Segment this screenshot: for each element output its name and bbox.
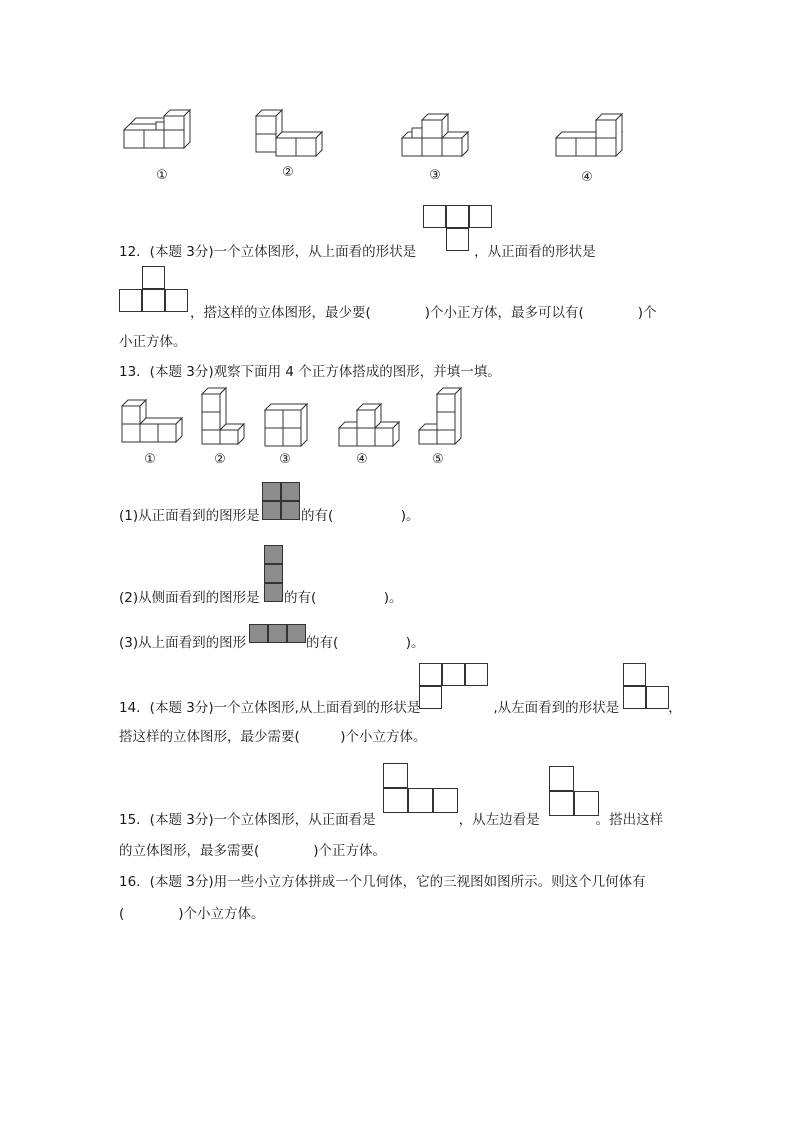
q13-label-4: ④: [356, 452, 368, 467]
figure-3-cube-stack: [400, 116, 470, 166]
q13-label-2: ②: [214, 452, 226, 467]
q15-line1-a: 15．(本题 3分)一个立体图形，从正面看是: [119, 812, 376, 828]
q13-label-1: ①: [144, 452, 156, 467]
q16-line2: ( )个小立方体。: [119, 906, 265, 922]
q15-line2: 的立体图形，最多需要( )个正方体。: [119, 843, 387, 859]
q13-sub1-a: (1)从正面看到的图形是: [119, 508, 260, 524]
q15-line1-c: 。搭出这样: [595, 812, 664, 828]
q13-intro: 13．(本题 3分)观察下面用 4 个正方体搭成的图形，并填一填。: [119, 364, 501, 380]
figure-2-label: ②: [282, 165, 294, 180]
q13-figure-4: [337, 404, 401, 450]
figure-3-label: ③: [429, 168, 441, 183]
q13-sub2-a: (2)从侧面看到的图形是: [119, 590, 260, 606]
figure-4-cube-stack: [554, 116, 624, 166]
q13-figure-2: [200, 388, 246, 448]
q13-figure-1: [120, 402, 184, 448]
q13-sub1-b: 的有( )。: [301, 508, 420, 524]
q14-line2: 搭这样的立体图形，最少需要( )个小立方体。: [119, 729, 427, 745]
q12-line1-b: ，从正面看的形状是: [474, 244, 596, 260]
figure-1-cube-stack: [120, 112, 190, 162]
q13-sub2-b: 的有( )。: [284, 590, 403, 606]
q13-label-5: ⑤: [432, 452, 444, 467]
q13-sub3-b: 的有( )。: [306, 635, 425, 651]
q12-line1-a: 12．(本题 3分)一个立体图形，从上面看的形状是: [119, 244, 417, 260]
q13-figure-5: [417, 388, 463, 448]
q14-line1-c: ，: [668, 700, 682, 716]
q12-line3: 小正方体。: [119, 334, 187, 350]
q15-line1-b: ，从左边看是: [458, 812, 540, 828]
q13-figure-3: [263, 404, 309, 450]
figure-2-cube-stack: [254, 112, 324, 162]
q13-sub3-a: (3)从上面看到的图形: [119, 635, 247, 651]
q12-line2: ，搭这样的立体图形，最少要( )个小正方体，最多可以有( )个: [190, 305, 657, 321]
q13-label-3: ③: [279, 452, 291, 467]
q14-line1-b: ,从左面看到的形状是: [493, 700, 620, 716]
figure-1-label: ①: [156, 168, 168, 183]
q14-line1-a: 14．(本题 3分)一个立体图形,从上面看到的形状是: [119, 700, 421, 716]
q16-line1: 16．(本题 3分)用一些小立方体拼成一个几何体，它的三视图如图所示。则这个几何体有: [119, 874, 646, 890]
figure-4-label: ④: [581, 170, 593, 185]
